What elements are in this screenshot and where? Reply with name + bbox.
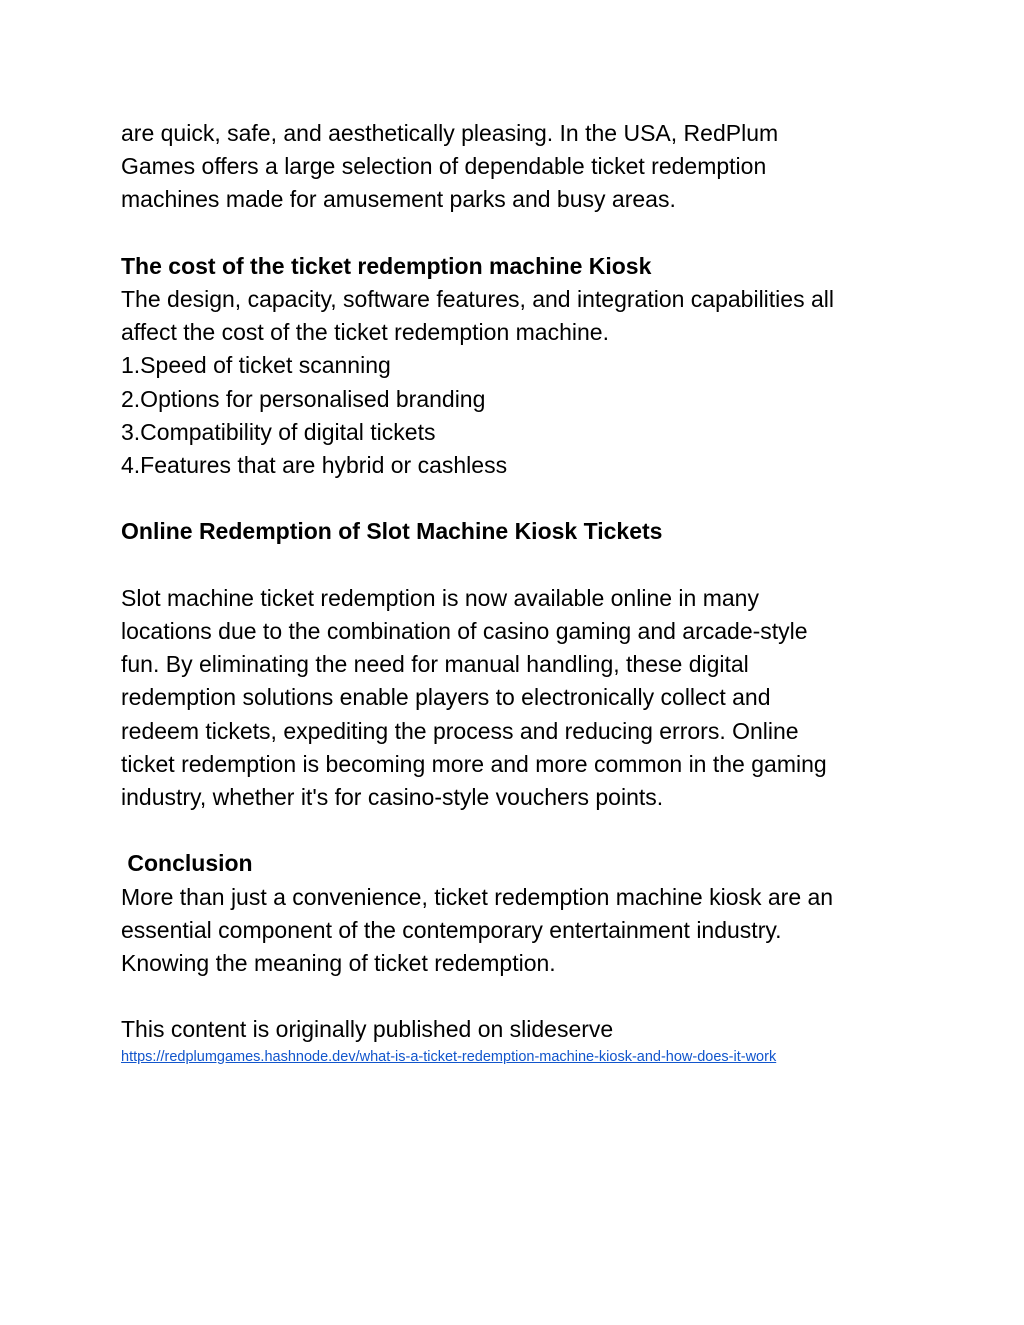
cost-list-item: 4.Features that are hybrid or cashless: [121, 452, 508, 479]
intro-line: machines made for amusement parks and busy areas.: [121, 186, 676, 213]
conclusion-section: [121, 847, 921, 980]
cost-heading: The cost of the ticket redemption machine Kiosk: [121, 252, 652, 279]
online-heading: Online Redemption of Slot Machine Kiosk Tickets: [121, 518, 663, 545]
cost-list-item: 3.Compatibility of digital tickets: [121, 418, 436, 445]
source-link[interactable]: https://redplumgames.hashnode.dev/what-is-a-ticket-redemption-machine-kiosk-and-how-does-it-work: [121, 1048, 777, 1065]
conclusion-line: Knowing the meaning of ticket redemption.: [121, 950, 556, 977]
conclusion-line: essential component of the contemporary entertainment industry.: [121, 916, 782, 943]
online-line: locations due to the combination of casino gaming and arcade-style: [121, 618, 808, 644]
document-page: [121, 117, 921, 1067]
conclusion-line: More than just a convenience, ticket redemption machine kiosk are an: [121, 883, 834, 910]
online-section: [121, 515, 921, 814]
cost-line: The design, capacity, software features, and integration capabilities all: [121, 286, 834, 312]
online-line: redemption solutions enable players to electronically collect and: [121, 684, 771, 711]
source-section: [121, 1013, 921, 1066]
paragraph-gap: [121, 814, 921, 847]
intro-line: are quick, safe, and aesthetically pleasing. In the USA, RedPlum: [121, 120, 779, 146]
online-line: industry, whether it's for casino-style vouchers points.: [121, 784, 664, 811]
online-line: Slot machine ticket redemption is now available online in many: [121, 584, 759, 611]
cost-section: [121, 250, 921, 482]
paragraph-gap: [121, 549, 921, 582]
paragraph-gap: [121, 980, 921, 1013]
conclusion-heading: Conclusion: [121, 850, 253, 877]
cost-list-item: 2.Options for personalised branding: [121, 385, 486, 412]
cost-line: affect the cost of the ticket redemption machine.: [121, 319, 609, 346]
online-line: redeem tickets, expediting the process and reducing errors. Online: [121, 717, 799, 744]
intro-line: Games offers a large selection of dependable ticket redemption: [121, 153, 767, 180]
online-line: ticket redemption is becoming more and more common in the gaming: [121, 750, 827, 777]
intro-paragraph: [121, 117, 921, 217]
cost-list-item: 1.Speed of ticket scanning: [121, 352, 391, 379]
source-text: This content is originally published on slideserve: [121, 1016, 614, 1043]
paragraph-gap: [121, 217, 921, 250]
online-line: fun. By eliminating the need for manual handling, these digital: [121, 651, 749, 678]
paragraph-gap: [121, 482, 921, 515]
